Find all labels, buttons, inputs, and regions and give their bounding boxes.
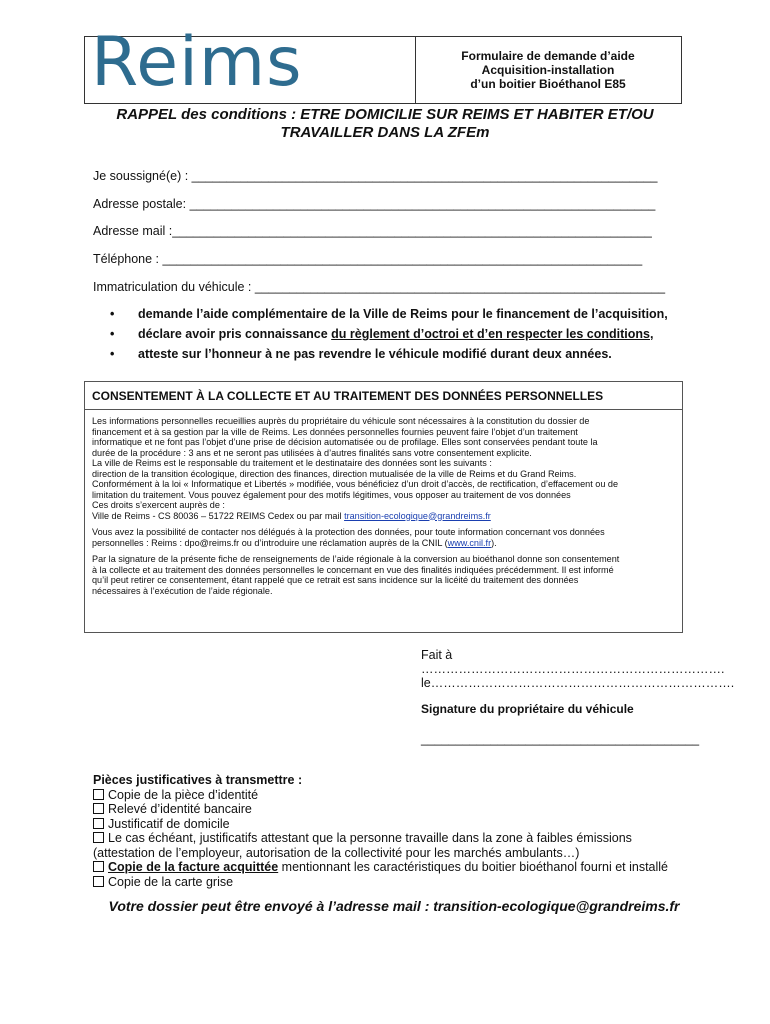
conditions-line-2: TRAVAILLER DANS LA ZFEm bbox=[280, 124, 490, 141]
checklist-label: mentionnant les caractéristiques du boitier bioéthanol fourni et installé bbox=[278, 860, 669, 874]
consent-line: durée de la procédure : 3 ans et ne seront pas utilisées à d’autres finalités sans votre consentement explicite. bbox=[92, 447, 532, 458]
field-line[interactable]: ___________________________________________________________________ bbox=[189, 197, 656, 211]
consent-line: La ville de Reims est le responsable du traitement et le destinataire des données sont les suivants : bbox=[92, 458, 492, 468]
consent-text: ). bbox=[491, 537, 497, 548]
footer-email-note: Votre dossier peut être envoyé à l’adresse mail : transition-ecologique@grandreims.fr bbox=[108, 898, 680, 914]
consent-address: Ville de Reims - CS 80036 – 51722 REIMS Cedex ou par mail bbox=[92, 510, 345, 521]
fait-a-field[interactable]: ………………………………………………………………. bbox=[421, 662, 725, 676]
consent-text: personnelles : Reims : dpo@reims.fr ou d’introduire une réclamation auprès de la CNIL ( bbox=[92, 537, 448, 548]
pieces-title: Pièces justificatives à transmettre : bbox=[93, 773, 303, 787]
checklist-label: Copie de la pièce d’identité bbox=[108, 787, 259, 802]
field-immatriculation[interactable] bbox=[93, 280, 665, 294]
logo-cell bbox=[85, 23, 416, 103]
checklist-item-continuation: (attestation de l’employeur, autorisation de la collectivité pour les marchés ambulants…) bbox=[93, 845, 580, 860]
cnil-link[interactable]: www.cnil.fr bbox=[447, 537, 492, 548]
consent-line: financement et à sa gestion par la ville de Reims. Les données personnelles fournies peuvent faire l’objet d’un traitement bbox=[92, 426, 578, 437]
declaration-item bbox=[110, 325, 668, 345]
consent-line: direction de la transition écologique, direction des finances, direction mutualisée de la ville de Reims et du Grand Reims. bbox=[92, 468, 577, 479]
header-table bbox=[84, 23, 682, 104]
consent-line: à la collecte et au traitement des données personnelles le concernant en vue des finalités indiquées précédemment. Il est informé bbox=[92, 564, 614, 575]
declaration-item: • demande l’aide complémentaire de la Ville de Reims pour le financement de l’acquisition, bbox=[110, 305, 668, 325]
consent-line: informatique et ne font pas l’objet d’une prise de décision automatisée ou de profilage. Elles sont conservées pendant toute la bbox=[92, 437, 598, 447]
consent-line: nécessaires à l’exécution de l’aide régionale. bbox=[92, 585, 273, 596]
conditions-reminder bbox=[84, 106, 686, 142]
consent-line: Conformément à la loi « Informatique et Libertés » modifiée, vous bénéficiez d’un droit d’accès, de rectification, d’effacement ou de bbox=[92, 479, 619, 489]
declarations-list bbox=[110, 305, 668, 365]
consent-paragraph-3 bbox=[92, 554, 677, 596]
consent-paragraph-2 bbox=[92, 527, 677, 548]
form-title-line-2: Acquisition-installation bbox=[481, 63, 615, 77]
field-adresse-mail[interactable] bbox=[93, 224, 652, 238]
consent-title: CONSENTEMENT À LA COLLECTE ET AU TRAITEMENT DES DONNÉES PERSONNELLES bbox=[85, 382, 682, 410]
checklist-label: Copie de la carte grise bbox=[108, 874, 234, 889]
consent-line: Par la signature de la présente fiche de renseignements de l’aide régionale à la conversion au bioéthanol donne son consentement bbox=[92, 554, 620, 564]
checkbox-icon[interactable] bbox=[93, 832, 104, 843]
consent-line bbox=[92, 538, 677, 549]
form-title-line-1: Formulaire de demande d’aide bbox=[461, 49, 635, 63]
checklist-item[interactable] bbox=[93, 788, 668, 803]
date-field[interactable]: le………………………………………………………………. bbox=[421, 676, 735, 690]
conditions-line-1: RAPPEL des conditions : ETRE DOMICILIE SUR REIMS ET HABITER ET/OU bbox=[116, 106, 654, 123]
checkbox-icon[interactable] bbox=[93, 789, 104, 800]
field-label: Téléphone : bbox=[93, 252, 163, 266]
field-line[interactable]: ___________________________________________________________ bbox=[254, 280, 666, 294]
field-label: Adresse postale: bbox=[93, 197, 190, 211]
signature-label: Signature du propriétaire du véhicule bbox=[421, 702, 634, 716]
field-line[interactable]: ___________________________________________________________________ bbox=[191, 169, 658, 183]
pieces-justificatives bbox=[93, 773, 668, 889]
declaration-item: • atteste sur l’honneur à ne pas revendre le véhicule modifié durant deux années. bbox=[110, 345, 668, 365]
signature-line[interactable]: ________________________________________ bbox=[421, 732, 700, 746]
checklist-item[interactable] bbox=[93, 817, 668, 832]
checkbox-icon[interactable] bbox=[93, 876, 104, 887]
checklist-label-bold: Copie de la facture acquittée bbox=[108, 860, 279, 874]
checkbox-icon[interactable] bbox=[93, 861, 104, 872]
consent-body bbox=[92, 416, 677, 602]
consent-line: qu’il peut retirer ce consentement, étant rappelé que ce retrait est sans incidence sur la licéité du traitement des données bbox=[92, 575, 579, 585]
field-line[interactable]: _____________________________________________________________________ bbox=[162, 252, 643, 266]
checkbox-icon[interactable] bbox=[93, 818, 104, 829]
field-label: Immatriculation du véhicule : bbox=[93, 280, 255, 294]
declaration-text: déclare avoir pris connaissance bbox=[138, 327, 332, 341]
reglement-link: du règlement d’octroi et d’en respecter les conditions bbox=[331, 327, 650, 341]
consent-line: Vous avez la possibilité de contacter nos délégués à la protection des données, pour toute information concernant vos données bbox=[92, 527, 605, 537]
field-telephone[interactable] bbox=[93, 252, 642, 266]
consent-line: Ces droits s’exercent auprès de : bbox=[92, 500, 225, 510]
consent-box bbox=[84, 381, 683, 633]
field-soussigne[interactable] bbox=[93, 169, 657, 183]
consent-line: Les informations personnelles recueillies auprès du propriétaire du véhicule sont nécessaires à la constitution du dossier de bbox=[92, 416, 590, 426]
checklist-label: Relevé d’identité bancaire bbox=[108, 802, 252, 816]
email-link[interactable]: transition-ecologique@grandreims.fr bbox=[344, 510, 491, 521]
field-adresse-postale[interactable] bbox=[93, 197, 655, 211]
consent-line bbox=[92, 511, 677, 522]
consent-line: limitation du traitement. Vous pouvez également pour des motifs légitimes, vous opposer au traitement de vos données bbox=[92, 489, 571, 500]
checklist-item[interactable] bbox=[93, 875, 668, 890]
form-title-line-3: d’un boitier Bioéthanol E85 bbox=[470, 77, 626, 91]
consent-paragraph-1 bbox=[92, 416, 677, 521]
checklist-label: Justificatif de domicile bbox=[108, 816, 230, 831]
field-label: Je soussigné(e) : bbox=[93, 169, 192, 183]
reims-logo: Reims bbox=[91, 23, 303, 102]
checklist-item[interactable] bbox=[93, 831, 668, 846]
checklist-label: Le cas échéant, justificatifs attestant que la personne travaille dans la zone à faibles émissions bbox=[108, 831, 632, 845]
field-line[interactable]: _____________________________________________________________________ bbox=[172, 224, 652, 238]
declaration-punct: , bbox=[649, 327, 654, 341]
form-title bbox=[415, 37, 681, 103]
checkbox-icon[interactable] bbox=[93, 803, 104, 814]
checklist-item[interactable] bbox=[93, 802, 668, 817]
field-label: Adresse mail : bbox=[93, 224, 173, 238]
fait-a-label: Fait à bbox=[421, 648, 453, 662]
checklist-item[interactable] bbox=[93, 860, 668, 875]
